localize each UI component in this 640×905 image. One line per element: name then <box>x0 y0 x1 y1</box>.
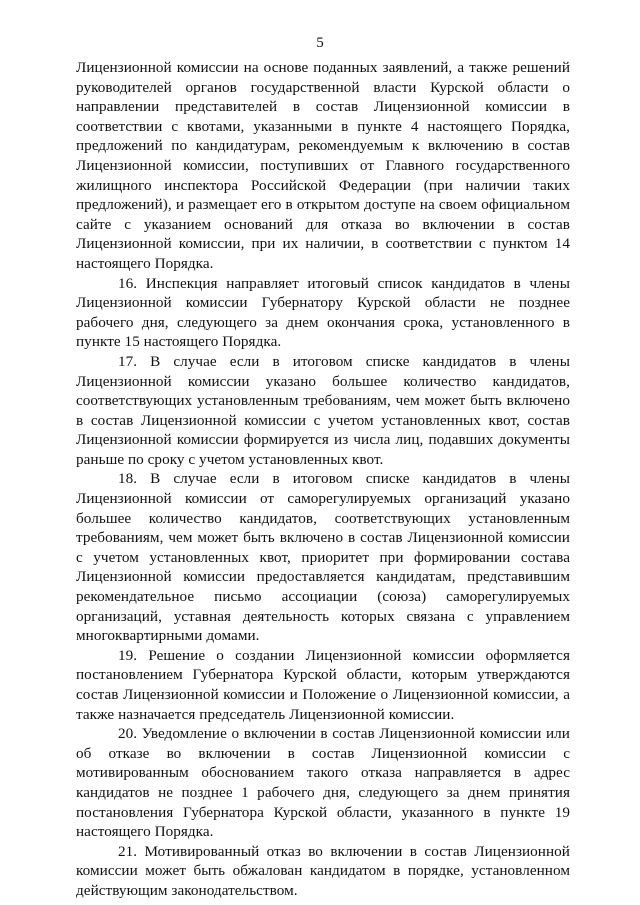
paragraph-21: 21. Мотивированный отказ во включении в состав Лицензионной комиссии может быть обжалован кандидатом в порядке, установленном действующим законодательством. <box>76 842 570 899</box>
paragraph-15-continuation: Лицензионной комиссии на основе поданных заявлений, а также решений руководителей органов государственной власти Курской области о направлении представителей в состав Лицензионной комиссии в соответствии с квотами, указанными в пункте 4 настоящего Порядка, предложений по кандидатурам, рекомендуемым к включению в состав Лицензионной комиссии, поступивших от Главного государственного жилищного инспектора Российской Федерации (при наличии таких предложений), и размещает его в открытом доступе на своем официальном сайте с указанием оснований для отказа во включении в состав Лицензионной комиссии, при их наличии, в соответствии с пунктом 14 настоящего Порядка. <box>76 59 570 272</box>
paragraph-20: 20. Уведомление о включении в состав Лицензионной комиссии или об отказе во включении в состав Лицензионной комиссии с мотивированным обоснованием такого отказа направляется в адрес кандидатов не позднее 1 рабочего дня, следующего за днем принятия постановления Губернатора Курской области, указанного в пункте 19 настоящего Порядка. <box>76 725 570 841</box>
paragraph-18: 18. В случае если в итоговом списке кандидатов в члены Лицензионной комиссии от саморегулируемых организаций указано большее количество кандидатов, соответствующих установленным требованиям, чем может быть включено в состав Лицензионной комиссии с учетом установленных квот, приоритет при формировании состава Лицензионной комиссии предоставляется кандидатам, представившим рекомендательное письмо ассоциации (союза) саморегулируемых организаций, уставная деятельность которых связана с управлением многоквартирными домами. <box>76 470 570 645</box>
paragraph-19: 19. Решение о создании Лицензионной комиссии оформляется постановлением Губернатора Курской области, которым утверждаются состав Лицензионной комиссии и Положение о Лицензионной комиссии, а также назначается председатель Лицензионной комиссии. <box>76 646 570 723</box>
paragraph-17: 17. В случае если в итоговом списке кандидатов в члены Лицензионной комиссии указано большее количество кандидатов, соответствующих установленным требованиям, чем может быть включено в состав Лицензионной комиссии с учетом установленных квот, состав Лицензионной комиссии формируется из числа лиц, подавших документы раньше по сроку с учетом установленных квот. <box>76 352 570 468</box>
paragraph-16: 16. Инспекция направляет итоговый список кандидатов в члены Лицензионной комиссии Губернатору Курской области не позднее рабочего дня, следующего за днем окончания срока, установленного в пункте 15 настоящего Порядка. <box>76 274 570 351</box>
document-body <box>76 58 570 901</box>
page-number: 5 <box>316 35 324 51</box>
